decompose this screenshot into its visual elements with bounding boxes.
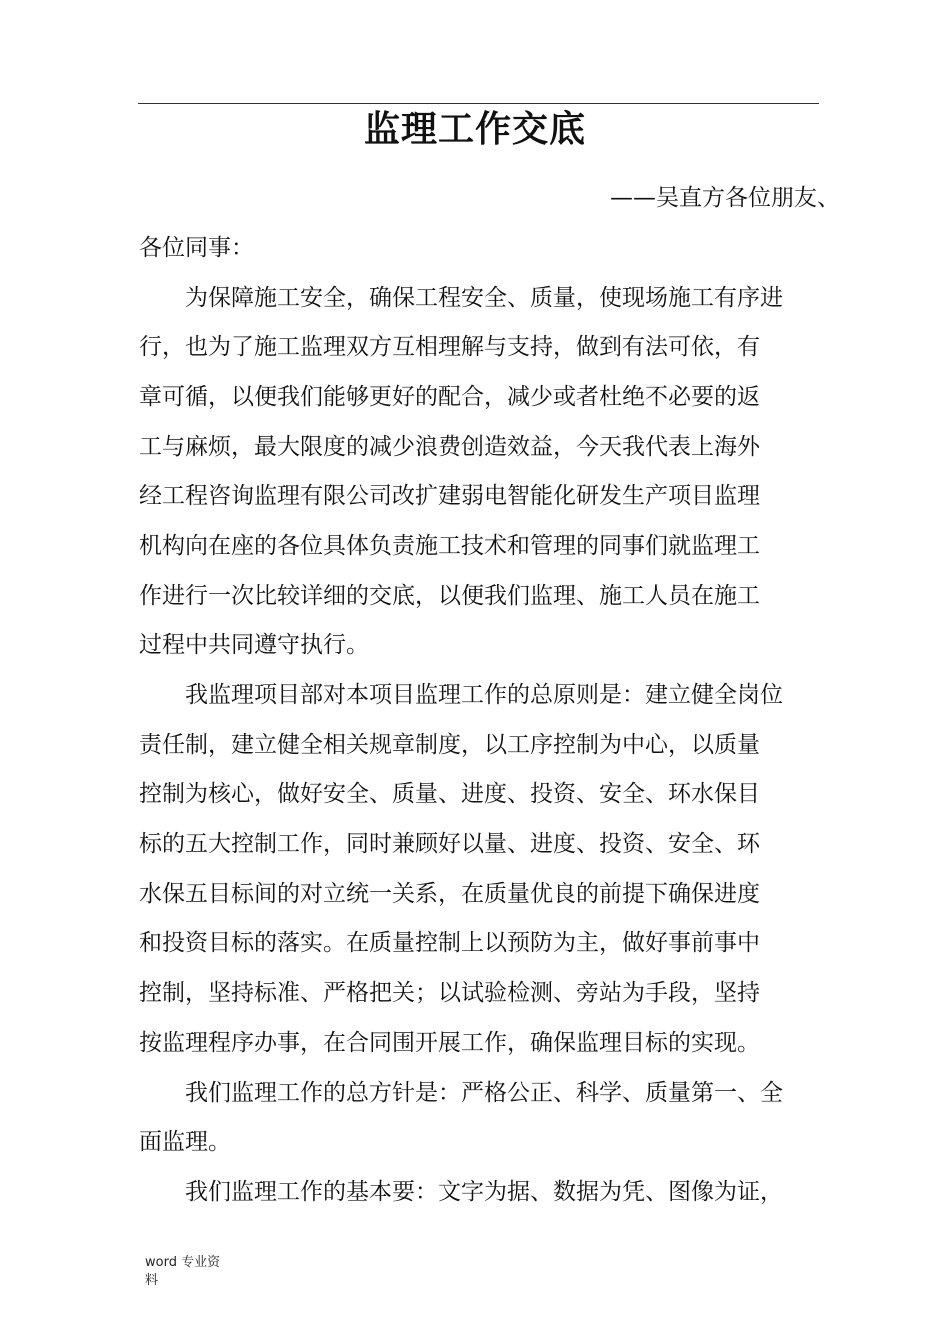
paragraph-line: 责任制，建立健全相关规章制度，以工序控制为中心，以质量 — [139, 732, 760, 758]
footer-line: word 专业资 — [145, 1255, 221, 1270]
paragraph-line: 章可循，以便我们能够更好的配合，减少或者杜绝不必要的返 — [139, 384, 760, 410]
paragraph-line: 标的五大控制工作，同时兼顾好以量、进度、投资、安全、环 — [139, 831, 760, 857]
document-title: 监理工作交底 — [363, 109, 586, 150]
paragraph-line: 行，也为了施工监理双方互相理解与支持，做到有法可依，有 — [139, 334, 760, 360]
paragraph-line: 作进行一次比较详细的交底，以便我们监理、施工人员在施工 — [139, 583, 760, 609]
paragraph-line: 控制为核心，做好安全、质量、进度、投资、安全、环水保目 — [139, 781, 760, 807]
paragraph-line: 经工程咨询监理有限公司改扩建弱电智能化研发生产项目监理 — [139, 483, 760, 509]
header-rule — [138, 103, 819, 104]
paragraph-line: 和投资目标的落实。在质量控制上以预防为主，做好事前事中 — [139, 930, 760, 956]
paragraph-line: 控制，坚持标准、严格把关；以试验检测、旁站为手段，坚持 — [139, 980, 760, 1006]
salutation-line: 各位同事： — [139, 235, 254, 261]
paragraph-line: 过程中共同遵守执行。 — [139, 632, 369, 658]
paragraph-line: 为保障施工安全，确保工程安全、质量，使现场施工有序进 — [185, 285, 783, 311]
footer-line: 料 — [145, 1273, 159, 1288]
paragraph-line: 我们监理工作的总方针是：严格公正、科学、质量第一、全 — [185, 1080, 783, 1106]
paragraph-line: 工与麻烦，最大限度的减少浪费创造效益，今天我代表上海外 — [139, 434, 760, 460]
paragraph-line: 我们监理工作的基本要：文字为据、数据为凭、图像为证， — [185, 1179, 783, 1205]
paragraph-line: 我监理项目部对本项目监理工作的总原则是：建立健全岗位 — [185, 682, 783, 708]
page-footer — [145, 1254, 220, 1290]
author-signature: ——吴直方各位朋友、 — [610, 185, 840, 211]
paragraph-line: 按监理程序办事，在合同围开展工作，确保监理目标的实现。 — [139, 1030, 760, 1056]
paragraph-line: 水保五目标间的对立统一关系，在质量优良的前提下确保进度 — [139, 881, 760, 907]
paragraph-line: 机构向在座的各位具体负责施工技术和管理的同事们就监理工 — [139, 533, 760, 559]
paragraph-line: 面监理。 — [139, 1129, 231, 1155]
